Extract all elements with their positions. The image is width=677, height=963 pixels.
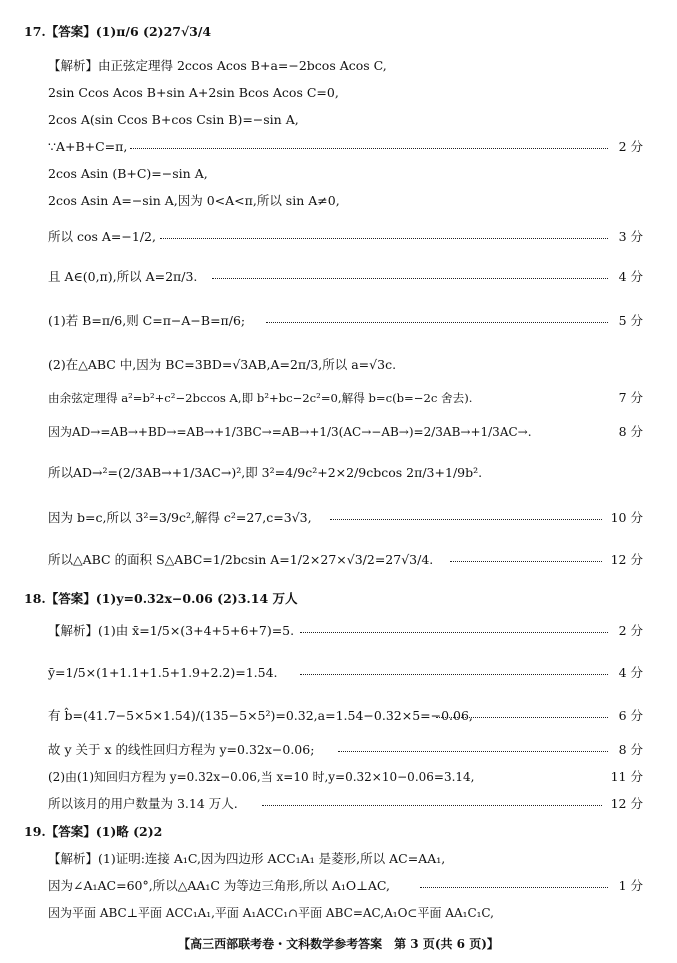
solution-line [0,160,677,188]
page-footer: 【高三西部联考卷・文科数学参考答案 第 3 页(共 6 页)】 [178,937,499,951]
solution-line [0,79,677,107]
solution-line [0,133,677,161]
line-text: 2sin Ccos Acos B+sin A+2sin Bcos Acos C=0, [48,85,339,100]
solution-line [0,263,677,291]
leader-dots [420,886,608,888]
solution-line [0,384,677,412]
solution-line [0,763,677,791]
score-label: 7 分 [618,390,643,405]
score-label: 1 分 [618,878,643,893]
line-text: 2cos Asin (B+C)=−sin A, [48,166,208,181]
leader-dots [338,750,608,752]
line-text: 2cos Asin A=−sin A,因为 0<A<π,所以 sin A≠0, [48,193,340,208]
line-text: 【解析】(1)证明:连接 A₁C,因为四边形 ACC₁A₁ 是菱形,所以 AC=AA₁, [48,851,446,866]
solution-line [0,872,677,900]
solution-line [0,307,677,335]
leader-dots [262,804,602,806]
line-text: 且 A∈(0,π),所以 A=2π/3. [48,269,198,284]
leader-dots [300,631,608,633]
line-text: 所以该月的用户数量为 3.14 万人. [48,796,238,811]
leader-dots [266,321,608,323]
score-label: 2 分 [618,623,643,638]
score-label: 8 分 [618,742,643,757]
solution-line [0,459,677,487]
solution-line [0,736,677,764]
solution-line [0,845,677,873]
line-text: 有 b̂=(41.7−5×5×1.54)/(135−5×5²)=0.32,a=1.54−0.32×5=−0.06, [48,708,473,723]
score-label: 10 分 [610,510,643,525]
score-label: 11 分 [610,769,643,784]
line-text: 【解析】由正弦定理得 2ccos Acos B+a=−2bcos Acos C, [48,58,387,73]
score-label: 8 分 [618,424,643,439]
line-text: (2)由(1)知回归方程为 y=0.32x−0.06,当 x=10 时,y=0.32×10−0.06=3.14, [48,770,475,784]
answer-17-heading [0,18,677,46]
line-text: 因为AD→=AB→+BD→=AB→+1/3BC→=AB→+1/3(AC→−AB→)=2/3AB→+1/3AC→. [48,425,532,439]
line-text: 19.【答案】(1)略 (2)2 [24,824,163,839]
answer-18-heading [0,585,677,613]
score-label: 4 分 [618,269,643,284]
solution-line [0,52,677,80]
leader-dots [212,277,608,279]
solution-line [0,504,677,532]
leader-dots [450,560,602,562]
line-text: 2cos A(sin Ccos B+cos Csin B)=−sin A, [48,112,299,127]
solution-line [0,790,677,818]
line-text: (1)若 B=π/6,则 C=π−A−B=π/6; [48,313,246,328]
solution-line [0,351,677,379]
solution-line [0,702,677,730]
line-text: 因为∠A₁AC=60°,所以△AA₁C 为等边三角形,所以 A₁O⊥AC, [48,878,391,893]
line-text: ȳ=1/5×(1+1.1+1.5+1.9+2.2)=1.54. [48,665,278,680]
line-text: 17.【答案】(1)π/6 (2)27√3/4 [24,24,212,39]
solution-line [0,899,677,927]
solution-line [0,223,677,251]
solution-line [0,418,677,446]
score-label: 4 分 [618,665,643,680]
score-label: 12 分 [610,796,643,811]
line-text: 【解析】(1)由 x̄=1/5×(3+4+5+6+7)=5. [48,623,295,638]
answer-19-heading [0,818,677,846]
solution-line [0,659,677,687]
solution-line [0,617,677,645]
line-text: 故 y 关于 x 的线性回归方程为 y=0.32x−0.06; [48,742,315,757]
solution-line [0,546,677,574]
leader-dots [130,147,608,149]
leader-dots [300,673,608,675]
leader-dots [436,716,608,718]
line-text: 18.【答案】(1)y=0.32x−0.06 (2)3.14 万人 [24,591,298,606]
score-label: 2 分 [618,139,643,154]
score-label: 12 分 [610,552,643,567]
leader-dots [330,518,602,520]
line-text: ∵A+B+C=π, [48,139,128,154]
solution-line [0,187,677,215]
solution-line [0,106,677,134]
line-text: 所以△ABC 的面积 S△ABC=1/2bcsin A=1/2×27×√3/2=27√3/4. [48,552,434,567]
score-label: 6 分 [618,708,643,723]
score-label: 5 分 [618,313,643,328]
line-text: (2)在△ABC 中,因为 BC=3BD=√3AB,A=2π/3,所以 a=√3c. [48,357,397,372]
line-text: 所以 cos A=−1/2, [48,229,156,244]
line-text: 因为平面 ABC⊥平面 ACC₁A₁,平面 A₁ACC₁∩平面 ABC=AC,A₁O⊂平面 AA₁C₁C, [48,906,494,920]
score-label: 3 分 [618,229,643,244]
line-text: 所以AD→²=(2/3AB→+1/3AC→)²,即 3²=4/9c²+2×2/9cbcos 2π/3+1/9b². [48,465,483,480]
line-text: 由余弦定理得 a²=b²+c²−2bccos A,即 b²+bc−2c²=0,解得 b=c(b=−2c 舍去). [48,391,473,405]
line-text: 因为 b=c,所以 3²=3/9c²,解得 c²=27,c=3√3, [48,510,312,525]
leader-dots [160,237,608,239]
